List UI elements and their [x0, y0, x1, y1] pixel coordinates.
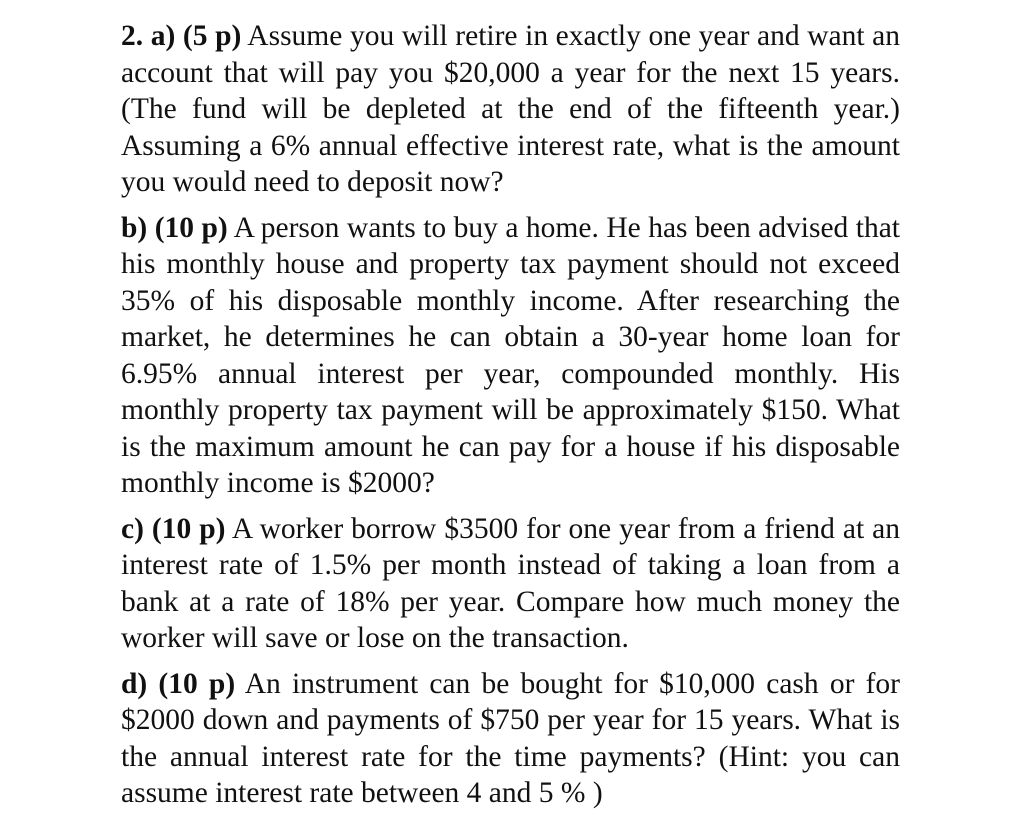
- question-text: Assume you will retire in exactly one year and want an account that will pay you $20,000 a year for the next 15 years. (The fund will be depleted at the end of the fifteenth year.) Assuming a 6% annual effective interest rate, what is the amount you would need to deposit now?: [121, 20, 900, 198]
- problem-sheet: [121, 18, 900, 821]
- question-label: d) (10 p): [121, 667, 236, 700]
- question-text: An instrument can be bought for $10,000 cash or for $2000 down and payments of $750 per year for 15 years. What is the annual interest rate for the time payments? (Hint: you can assume interest rate between 4 and 5 % ): [121, 667, 900, 809]
- question-label: b) (10 p): [121, 211, 228, 244]
- question-2b: [121, 210, 900, 502]
- question-2d: [121, 666, 900, 812]
- question-2a: [121, 18, 900, 201]
- question-text: A person wants to buy a home. He has been advised that his monthly house and property tax payment should not exceed 35% of his disposable monthly income. After researching the market, he determines he can obtain a 30-year home loan for 6.95% annual interest per year, compounded monthly. His monthly property tax payment will be approximately $150. What is the maximum amount he can pay for a house if his disposable monthly income is $2000?: [121, 211, 900, 499]
- question-label: 2. a) (5 p): [121, 20, 242, 52]
- question-text: A worker borrow $3500 for one year from a friend at an interest rate of 1.5% per month instead of taking a loan from a bank at a rate of 18% per year. Compare how much money the worker will save or lose on the transaction.: [121, 512, 900, 654]
- question-label: c) (10 p): [121, 512, 226, 545]
- question-2c: [121, 511, 900, 657]
